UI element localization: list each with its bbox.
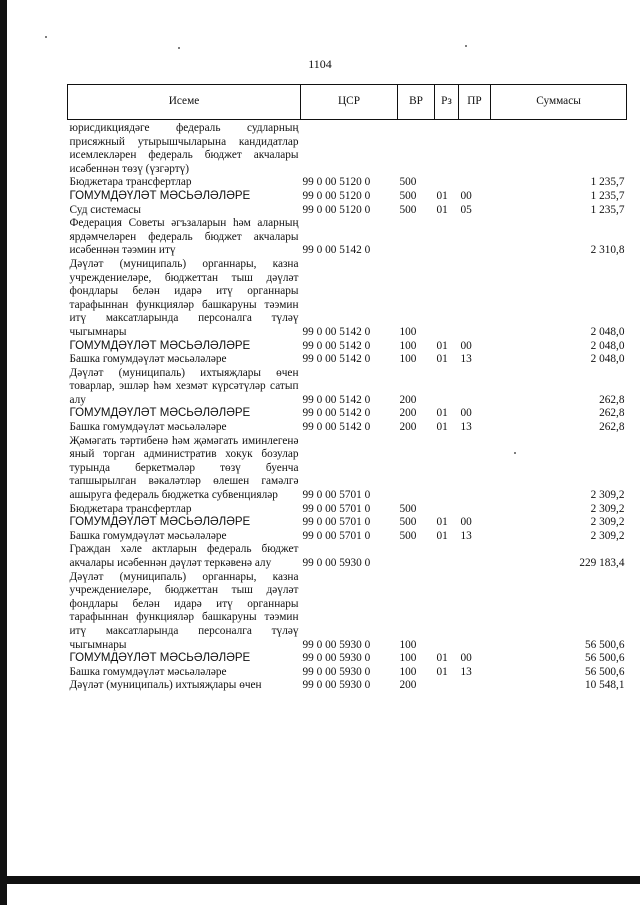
cell-pr: 00 bbox=[460, 339, 472, 352]
cell-pr bbox=[459, 435, 491, 503]
cell-pr bbox=[459, 503, 491, 517]
table-row bbox=[68, 421, 627, 435]
cell-name: Дәүләт (муниципаль) ихтыяҗлары өчен товарлар, эшләр һәм хезмәт күрсәтүләр сатып алу bbox=[69, 366, 299, 406]
cell-sum: 229 183,4 bbox=[579, 557, 625, 569]
cell-pr: 13 bbox=[460, 529, 472, 542]
cell-sum: 1 235,7 bbox=[590, 176, 625, 189]
cell-code: 99 0 00 5142 0 bbox=[302, 244, 371, 257]
cell-vr: 500 bbox=[399, 203, 417, 216]
cell-pr: 00 bbox=[460, 407, 472, 420]
table-row bbox=[68, 120, 627, 177]
cell-rz bbox=[435, 543, 459, 570]
cell-pr: 13 bbox=[460, 353, 472, 366]
cell-sum: 1 235,7 bbox=[590, 203, 625, 216]
table-row bbox=[68, 530, 627, 544]
cell-code: 99 0 00 5142 0 bbox=[302, 325, 371, 338]
cell-sum: 2 309,2 bbox=[590, 502, 625, 515]
cell-rz: 01 bbox=[436, 665, 448, 678]
cell-sum: 2 048,0 bbox=[590, 339, 625, 352]
cell-vr: 500 bbox=[399, 176, 417, 189]
budget-table bbox=[67, 84, 627, 693]
cell-pr: 00 bbox=[460, 652, 472, 665]
cell-pr bbox=[459, 258, 491, 340]
cell-sum: 262,8 bbox=[599, 407, 625, 420]
table-row bbox=[68, 543, 627, 570]
cell-code: 99 0 00 5701 0 bbox=[302, 529, 371, 542]
header-sum: Суммасы bbox=[491, 85, 627, 120]
header-rz: Рз bbox=[435, 85, 459, 120]
scan-speck bbox=[178, 47, 180, 49]
scan-bottom-edge bbox=[0, 876, 640, 884]
cell-rz bbox=[435, 176, 459, 190]
cell-name: Башка гомумдәүләт мәсьәләләре bbox=[69, 529, 227, 542]
cell-pr: 05 bbox=[460, 203, 472, 216]
cell-vr bbox=[398, 435, 435, 503]
table-row bbox=[68, 176, 627, 190]
cell-sum: 2 309,2 bbox=[590, 489, 625, 502]
cell-name: Дәүләт (муниципаль) органнары, казна учреждениеләре, бюджеттан тыш дәүләт фондлары белән идарә итү органнары тарафыннан функцияләр башкаруны тәэмин итү максатларында персоналга түләү чыгымнары bbox=[69, 570, 299, 651]
cell-pr bbox=[459, 176, 491, 190]
cell-name: ГОМУМДӘҮЛӘТ МӘСЬӘЛӘЛӘРЕ bbox=[69, 189, 251, 202]
table-row bbox=[68, 217, 627, 258]
cell-name: ГОМУМДӘҮЛӘТ МӘСЬӘЛӘЛӘРЕ bbox=[69, 516, 251, 529]
cell-vr: 100 bbox=[399, 652, 417, 665]
table-header-row bbox=[68, 85, 627, 120]
table-row bbox=[68, 258, 627, 340]
cell-name: Дәүләт (муниципаль) органнары, казна учреждениеләре, бюджеттан тыш дәүләт фондлары белән идарә итү органнары тарафыннан функцияләр башкаруны тәэмин итү максатларында персоналга түләү чыгымнары bbox=[69, 257, 299, 338]
cell-vr: 200 bbox=[399, 421, 417, 434]
table-row bbox=[68, 407, 627, 421]
cell-name: юрисдикциядәге федераль судларның присяжный утырышчыларына кандидатлар исемлекләрен федераль бюджет акчалары исәбеннән төзү (үзгәртү) bbox=[69, 122, 299, 175]
cell-rz bbox=[435, 217, 459, 258]
cell-sum: 262,8 bbox=[599, 421, 625, 434]
cell-pr bbox=[459, 217, 491, 258]
cell-rz bbox=[435, 679, 459, 693]
cell-code: 99 0 00 5701 0 bbox=[302, 516, 371, 529]
cell-sum: 2 309,2 bbox=[590, 516, 625, 529]
cell-code: 99 0 00 5142 0 bbox=[302, 353, 371, 366]
cell-code: 99 0 00 5701 0 bbox=[302, 489, 371, 502]
cell-sum: 262,8 bbox=[599, 393, 625, 406]
table-row bbox=[68, 367, 627, 408]
cell-pr bbox=[459, 367, 491, 408]
cell-code: 99 0 00 5120 0 bbox=[302, 176, 371, 189]
cell-name: Башка гомумдәүләт мәсьәләләре bbox=[69, 353, 227, 366]
cell-sum: 2 310,8 bbox=[590, 244, 625, 257]
cell-vr: 500 bbox=[399, 516, 417, 529]
cell-name: ГОМУМДӘҮЛӘТ МӘСЬӘЛӘЛӘРЕ bbox=[69, 407, 251, 420]
table-row bbox=[68, 503, 627, 517]
cell-code: 99 0 00 5930 0 bbox=[302, 652, 371, 665]
cell-rz: 01 bbox=[436, 516, 448, 529]
cell-rz bbox=[435, 258, 459, 340]
cell-name: Граждан хәле актларын федераль бюджет акчалары исәбеннән дәүләт теркәвенә алу bbox=[69, 543, 299, 569]
cell-vr: 500 bbox=[399, 502, 417, 515]
cell-rz bbox=[435, 120, 459, 177]
cell-code: 99 0 00 5120 0 bbox=[302, 189, 371, 202]
cell-pr: 00 bbox=[460, 189, 472, 202]
scan-left-edge bbox=[0, 0, 7, 905]
cell-sum: 2 048,0 bbox=[590, 353, 625, 366]
cell-vr: 100 bbox=[399, 638, 417, 651]
cell-sum: 56 500,6 bbox=[584, 665, 625, 678]
table-row bbox=[68, 679, 627, 693]
cell-vr bbox=[398, 543, 435, 570]
cell-name: Җәмәгать тәртибенә һәм җәмәгать иминлегенә яный торган административ хокук бозулар турында беркетмәләр төзү буенча тапшырылган вәкаләтләр өлешен гамәлгә ашыруга федераль бюджетка субвенцияләр bbox=[69, 434, 299, 502]
cell-name: ГОМУМДӘҮЛӘТ МӘСЬӘЛӘЛӘРЕ bbox=[69, 652, 251, 665]
cell-vr: 500 bbox=[399, 529, 417, 542]
cell-pr bbox=[459, 120, 491, 177]
cell-vr: 500 bbox=[399, 189, 417, 202]
cell-pr bbox=[459, 543, 491, 570]
cell-code bbox=[301, 120, 398, 177]
table-row bbox=[68, 353, 627, 367]
cell-sum: 2 309,2 bbox=[590, 529, 625, 542]
cell-code: 99 0 00 5142 0 bbox=[302, 407, 371, 420]
cell-rz bbox=[435, 503, 459, 517]
cell-rz: 01 bbox=[436, 189, 448, 202]
cell-sum: 2 048,0 bbox=[590, 325, 625, 338]
cell-vr bbox=[398, 120, 435, 177]
cell-pr: 13 bbox=[460, 421, 472, 434]
cell-vr: 200 bbox=[399, 679, 417, 692]
cell-name: Суд системасы bbox=[69, 203, 141, 216]
table-row bbox=[68, 204, 627, 218]
cell-sum: 1 235,7 bbox=[590, 189, 625, 202]
cell-sum bbox=[491, 120, 627, 177]
cell-rz: 01 bbox=[436, 652, 448, 665]
cell-vr: 100 bbox=[399, 665, 417, 678]
cell-sum: 10 548,1 bbox=[584, 679, 625, 692]
cell-name: Башка гомумдәүләт мәсьәләләре bbox=[69, 421, 227, 434]
cell-sum: 56 500,6 bbox=[584, 652, 625, 665]
cell-pr bbox=[459, 571, 491, 653]
cell-vr: 100 bbox=[399, 339, 417, 352]
cell-code: 99 0 00 5930 0 bbox=[302, 679, 371, 692]
cell-code: 99 0 00 5120 0 bbox=[302, 203, 371, 216]
cell-rz: 01 bbox=[436, 339, 448, 352]
table-body bbox=[68, 120, 627, 693]
cell-rz: 01 bbox=[436, 203, 448, 216]
cell-rz bbox=[435, 367, 459, 408]
cell-code: 99 0 00 5142 0 bbox=[302, 421, 371, 434]
table-row bbox=[68, 652, 627, 666]
cell-name: Башка гомумдәүләт мәсьәләләре bbox=[69, 665, 227, 678]
table-row bbox=[68, 571, 627, 653]
cell-name: Бюджетара трансфертлар bbox=[69, 502, 192, 515]
table-row bbox=[68, 190, 627, 204]
cell-rz: 01 bbox=[436, 421, 448, 434]
cell-name: Дәүләт (муниципаль) ихтыяҗлары өчен bbox=[69, 679, 262, 692]
table-row bbox=[68, 340, 627, 354]
cell-pr: 00 bbox=[460, 516, 472, 529]
cell-rz bbox=[435, 571, 459, 653]
cell-rz: 01 bbox=[436, 529, 448, 542]
cell-rz bbox=[435, 435, 459, 503]
table-row bbox=[68, 516, 627, 530]
scan-speck bbox=[45, 36, 47, 38]
header-vr: ВР bbox=[398, 85, 435, 120]
cell-code: 99 0 00 5701 0 bbox=[302, 502, 371, 515]
cell-vr bbox=[398, 217, 435, 258]
header-name: Исеме bbox=[68, 85, 301, 120]
table-row bbox=[68, 435, 627, 503]
cell-sum: 56 500,6 bbox=[584, 638, 625, 651]
cell-code: 99 0 00 5142 0 bbox=[302, 393, 371, 406]
cell-name: ГОМУМДӘҮЛӘТ МӘСЬӘЛӘЛӘРЕ bbox=[69, 339, 251, 352]
cell-vr: 200 bbox=[399, 393, 417, 406]
cell-code: 99 0 00 5930 0 bbox=[302, 638, 371, 651]
header-pr: ПР bbox=[459, 85, 491, 120]
cell-vr: 100 bbox=[399, 325, 417, 338]
cell-name: Бюджетара трансфертлар bbox=[69, 176, 192, 189]
table-row bbox=[68, 666, 627, 680]
cell-code: 99 0 00 5142 0 bbox=[302, 339, 371, 352]
page-number: 1104 bbox=[308, 57, 332, 71]
cell-pr bbox=[459, 679, 491, 693]
cell-name: Федерация Советы әгъзаларын һәм аларның ярдәмчеләрен федераль бюджет акчалары исәбеннән тәэмин итү bbox=[69, 217, 299, 257]
cell-vr: 100 bbox=[399, 353, 417, 366]
cell-rz: 01 bbox=[436, 353, 448, 366]
cell-rz: 01 bbox=[436, 407, 448, 420]
cell-vr: 200 bbox=[399, 407, 417, 420]
scan-speck bbox=[465, 45, 467, 47]
cell-code: 99 0 00 5930 0 bbox=[302, 557, 371, 569]
cell-code: 99 0 00 5930 0 bbox=[302, 665, 371, 678]
cell-pr: 13 bbox=[460, 665, 472, 678]
header-code: ЦСР bbox=[301, 85, 398, 120]
